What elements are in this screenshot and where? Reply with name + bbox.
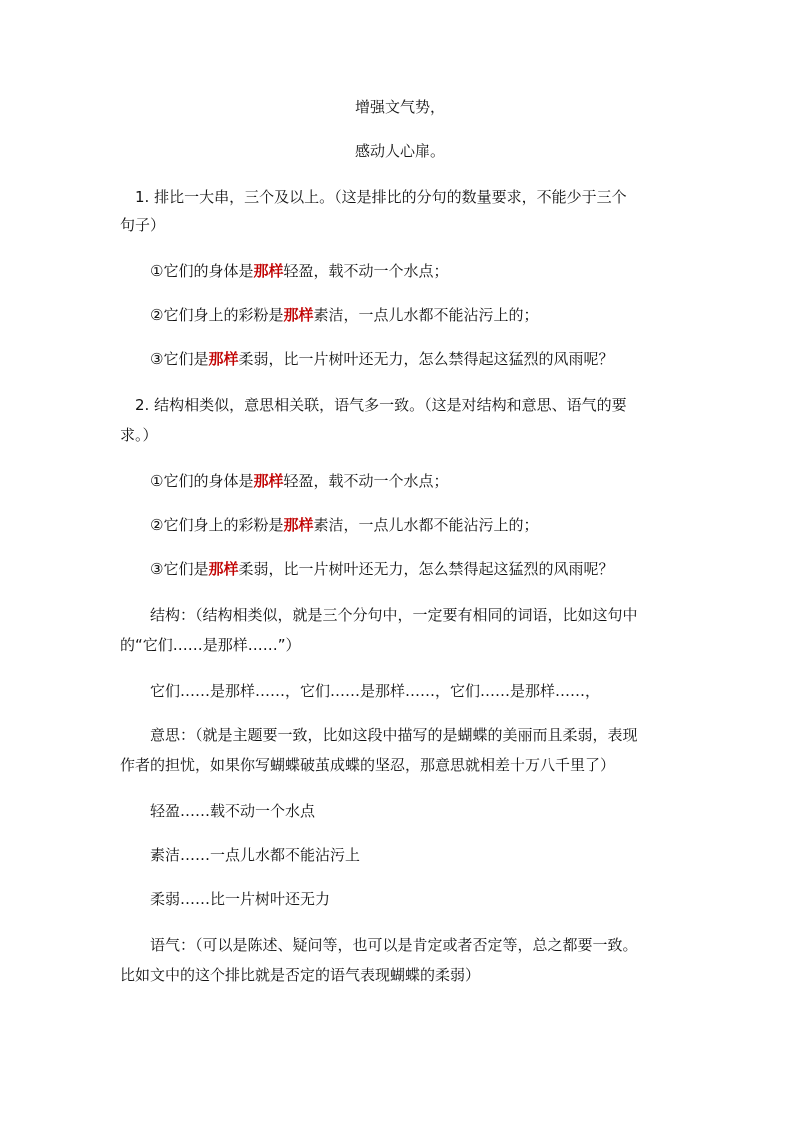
tone-note: 语气：（可以是陈述、疑问等，也可以是肯定或者否定等，总之都要一致。: [150, 936, 638, 954]
meaning-note: 意思：（就是主题要一致，比如这段中描写的是蝴蝶的美丽而且柔弱，表现: [150, 726, 638, 744]
meaning-item: 轻盈……载不动一个水点: [150, 802, 316, 820]
highlight-word: 那样: [253, 472, 284, 490]
example-sentence-3: ③它们是那样柔弱，比一片树叶还无力，怎么禁得起这猛烈的风雨呢？: [150, 350, 614, 368]
highlight-word: 那样: [208, 350, 239, 368]
meaning-item: 柔弱……比一片树叶还无力: [150, 890, 331, 908]
example-sentence-2: ②它们身上的彩粉是那样素洁，一点儿水都不能沾污上的；: [150, 306, 539, 324]
section-2-title: 2. 结构相类似，意思相关联，语气多一致。（这是对结构和意思、语气的要: [135, 396, 627, 414]
heading-line-2: 感动人心扉。: [354, 142, 445, 160]
section-1-title-cont: 句子）: [120, 216, 166, 234]
highlight-word: 那样: [283, 516, 314, 534]
meaning-note-cont: 作者的担忧，如果你写蝴蝶破茧成蝶的坚忍，那意思就相差十万八千里了）: [120, 756, 616, 774]
meaning-item: 素洁……一点儿水都不能沾污上: [150, 846, 361, 864]
example-sentence-1: ①它们的身体是那样轻盈，载不动一个水点；: [150, 262, 449, 280]
highlight-word: 那样: [253, 262, 284, 280]
highlight-word: 那样: [283, 306, 314, 324]
structure-note: 结构：（结构相类似，就是三个分句中，一定要有相同的词语，比如这句中: [150, 606, 638, 624]
highlight-word: 那样: [208, 560, 239, 578]
tone-note-cont: 比如文中的这个排比就是否定的语气表现蝴蝶的柔弱）: [120, 966, 481, 984]
structure-example: 它们……是那样……，它们……是那样……，它们……是那样……，: [150, 682, 601, 700]
example-sentence-2: ②它们身上的彩粉是那样素洁，一点儿水都不能沾污上的；: [150, 516, 539, 534]
heading-line-1: 增强文气势，: [354, 98, 445, 116]
section-2-title-cont: 求。）: [120, 426, 158, 444]
section-1-title: 1. 排比一大串，三个及以上。（这是排比的分句的数量要求，不能少于三个: [135, 188, 627, 206]
example-sentence-1: ①它们的身体是那样轻盈，载不动一个水点；: [150, 472, 449, 490]
structure-note-cont: 的“它们……是那样……”）: [120, 636, 301, 654]
example-sentence-3: ③它们是那样柔弱，比一片树叶还无力，怎么禁得起这猛烈的风雨呢？: [150, 560, 614, 578]
